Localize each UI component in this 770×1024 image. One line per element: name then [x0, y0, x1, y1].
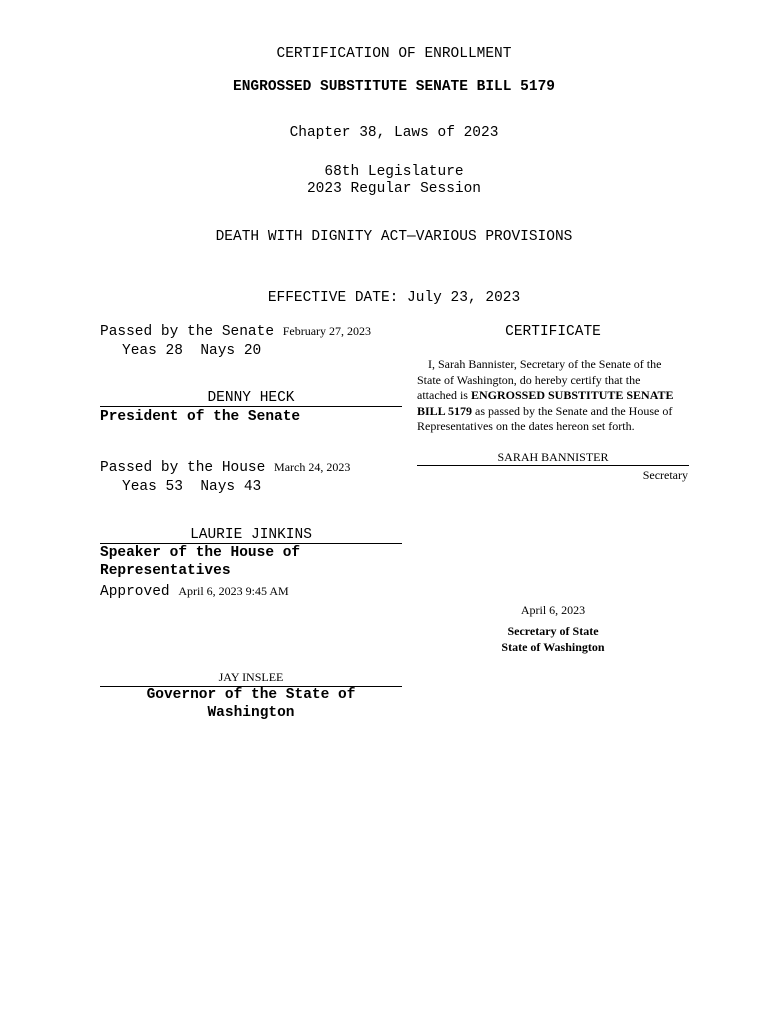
senate-passed-date: February 27, 2023 — [282, 324, 372, 338]
bill-subject: DEATH WITH DIGNITY ACT—VARIOUS PROVISIONS — [215, 229, 573, 245]
senate-nays: Nays 20 — [200, 343, 262, 359]
approval-line — [100, 584, 289, 600]
governor-title-line1: Governor of the State of — [146, 687, 356, 703]
certificate-signer-title: Secretary — [642, 468, 688, 482]
certificate-body-line1: I, Sarah Bannister, Secretary of the Senate of the — [428, 357, 662, 371]
senate-vote — [122, 343, 261, 359]
house-yeas: Yeas 53 — [122, 479, 183, 495]
certificate-bill-name-part1: ENGROSSED SUBSTITUTE SENATE — [470, 388, 674, 402]
senate-yeas: Yeas 28 — [122, 343, 183, 359]
senate-signature-line — [100, 406, 402, 407]
legislature-line: 68th Legislature — [324, 164, 464, 180]
house-signer-title-line2: Representatives — [100, 563, 231, 579]
bill-name: ENGROSSED SUBSTITUTE SENATE BILL 5179 — [233, 79, 555, 95]
house-passed — [100, 460, 350, 476]
certificate-body-line3 — [417, 388, 674, 403]
house-signer-name: LAURIE JINKINS — [190, 527, 312, 543]
house-passed-date: March 24, 2023 — [274, 460, 351, 474]
certificate-body-line2: State of Washington, do hereby certify that the — [417, 373, 641, 387]
approved-label: Approved — [100, 584, 170, 600]
certificate-heading: CERTIFICATE — [505, 324, 601, 340]
effective-date: EFFECTIVE DATE: July 23, 2023 — [267, 290, 521, 306]
senate-passed-label: Passed by the Senate — [100, 324, 275, 340]
certificate-body-line4-suffix: as passed by the Senate and the House of — [472, 404, 673, 418]
certificate-body-line3-prefix: attached is — [417, 388, 471, 402]
certification-title: CERTIFICATION OF ENROLLMENT — [276, 46, 512, 62]
certificate-bill-name-part2: BILL 5179 — [417, 404, 473, 418]
certificate-signer-name: SARAH BANNISTER — [497, 450, 609, 464]
certificate-signature-line — [417, 465, 689, 466]
filing-office-line1: Secretary of State — [507, 624, 599, 638]
governor-signer-name: JAY INSLEE — [218, 670, 284, 684]
house-vote — [122, 479, 261, 495]
governor-title-line2: Washington — [207, 705, 295, 721]
certificate-body-line4 — [417, 404, 672, 419]
certificate-body-line5: Representatives on the dates hereon set forth. — [417, 419, 635, 433]
filed-date: April 6, 2023 — [520, 603, 586, 617]
chapter-line: Chapter 38, Laws of 2023 — [289, 125, 499, 141]
senate-passed — [100, 324, 371, 340]
house-signer-title-line1: Speaker of the House of — [100, 545, 301, 561]
filing-office-line2: State of Washington — [501, 640, 605, 654]
senate-signer-title: President of the Senate — [100, 409, 301, 425]
session-line: 2023 Regular Session — [306, 181, 482, 197]
house-signature-line — [100, 543, 402, 544]
senate-signer-name: DENNY HECK — [207, 390, 295, 406]
house-nays: Nays 43 — [200, 479, 262, 495]
house-passed-label: Passed by the House — [100, 460, 266, 476]
approved-date: April 6, 2023 9:45 AM — [178, 584, 289, 598]
